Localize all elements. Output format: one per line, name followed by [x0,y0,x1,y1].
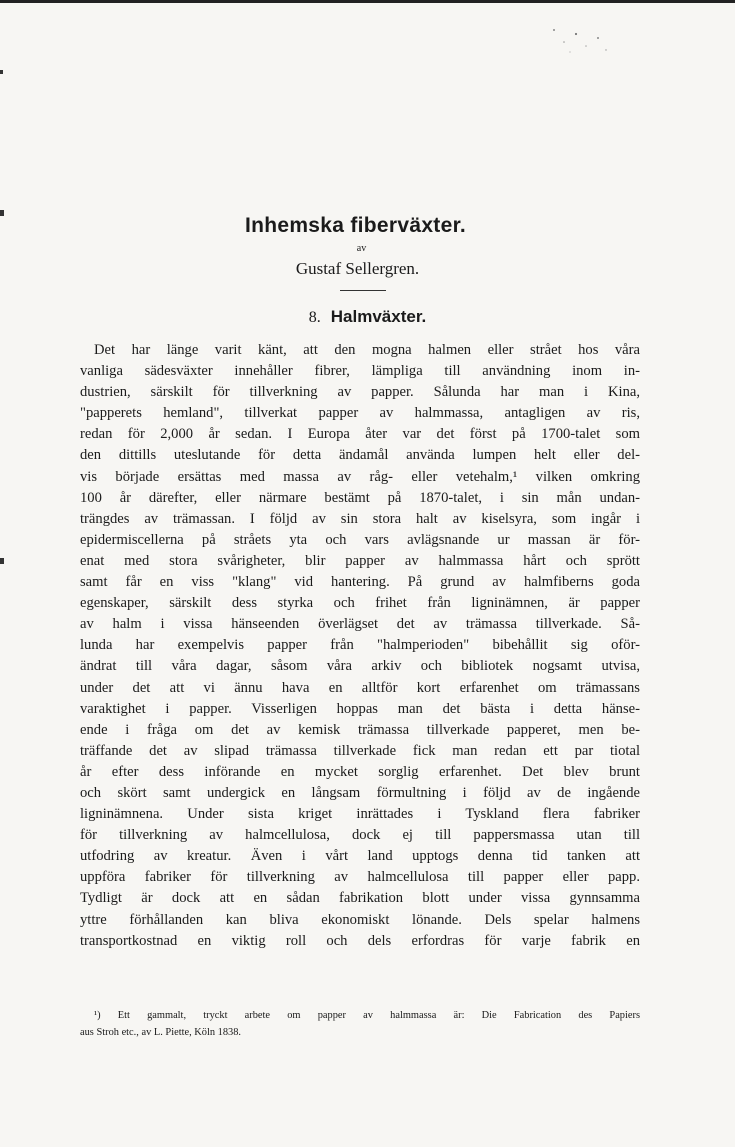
body-line: ändrat till våra dagar, såsom våra arkiv och bibliotek nogsamt utvisa, [80,658,640,675]
body-line: Tydligt är dock att en sådan fabrikation blott under vissa gynnsamma [80,890,640,907]
body-line: vis började ersättas med massa av råg- eller vetehalm,¹ vilken omkring [80,468,640,485]
body-line: år efter dess införande en mycket sorglig erfarenhet. Det blev brunt [80,763,640,780]
footnote-marker: ¹) [94,1010,101,1021]
footnote-line [80,1007,640,1024]
body-line: dustrien, särskilt för tillverkning av papper. Sålunda har man i Kina, [80,384,640,401]
scan-smudge [540,20,620,60]
body-line: epidermiscellerna på stråets yta och vars avlägsnande ur massan är för- [80,531,640,548]
byline: av [356,243,367,254]
scan-mark [0,558,4,564]
footnote-line: aus Stroh etc., av L. Piette, Köln 1838. [80,1027,242,1038]
article-title: Inhemska fiberväxter. [244,214,467,237]
title-divider [340,290,386,291]
section-number: 8. [308,309,321,326]
body-line: lunda har exempelvis papper från "halmperioden" bibehållit sig oför- [80,637,640,654]
body-line: trängdes av trämassan. I följd av sin stora halt av kiselsyra, som ingår i [80,510,640,527]
body-line: varaktighet i papper. Visserligen hoppas man det bästa i detta hänse- [80,700,640,717]
scan-mark [0,70,3,74]
body-line: egenskaper, särskilt dess styrka och frihet från ligninämnen, är papper [80,595,640,612]
body-line: ligninämnena. Under sista kriget inrättades i Tyskland flera fabriker [80,806,640,823]
body-line: ende i fråga om det av kemisk trämassa tillverkade papperet, men be- [80,721,640,738]
author-name: Gustaf Sellergren. [295,259,420,278]
body-line: redan för 2,000 år sedan. I Europa åter var det först på 1700-talet som [80,426,640,443]
body-line: av halm i vissa hänseenden överlägset det av trämassa tillverkade. Så- [80,616,640,633]
body-line: "papperets hemland", tillverkat papper av halmmassa, antagligen av ris, [80,405,640,422]
section-name: Halmväxter. [330,307,427,326]
body-line: Det har länge varit känt, att den mogna halmen eller strået hos våra [94,342,640,358]
footnote [80,1007,640,1041]
body-line: under det att vi ännu hava en alltför kort erfarenhet om trämassans [80,679,640,696]
body-line: vanliga sädesväxter innehåller fibrer, lämpliga till användning inom in- [80,363,640,380]
body-text [80,340,640,952]
body-line: transportkostnad en viktig roll och dels erfordras för varje fabrik en [80,932,640,949]
body-line: den dittills uteslutande för detta ändamål använda lumpen helt eller del- [80,447,640,464]
body-line: utfodring av kreatur. Även i vårt land upptogs denna tid tanken att [80,848,640,865]
body-line: samt får en viss "klang" vid hantering. På grund av halmfiberns goda [80,574,640,591]
body-line: och skört samt undergick en långsam förmultning i följd av de ingående [80,784,640,801]
body-line: träffande det av slipad trämassa tillverkade fick man redan ett par tiotal [80,742,640,759]
section-heading [0,307,735,327]
body-line: 100 år därefter, eller närmare bestämt på 1870-talet, i sin mån undan- [80,489,640,506]
body-line: yttre förhållanden kan bliva ekonomiskt lönande. Dels spelar halmens [80,911,640,928]
body-line: uppföra fabriker för tillverkning av halmcellulosa till papper eller papp. [80,869,640,886]
scan-top-edge [0,0,735,3]
body-line: för tillverkning av halmcellulosa, dock ej till pappersmassa utan till [80,827,640,844]
footnote-text: Ett gammalt, tryckt arbete om papper av halmmassa är: Die Fabrication des Papiers [117,1010,640,1021]
body-line: enat med stora svårigheter, blir papper av halmmassa hårt och sprött [80,552,640,569]
